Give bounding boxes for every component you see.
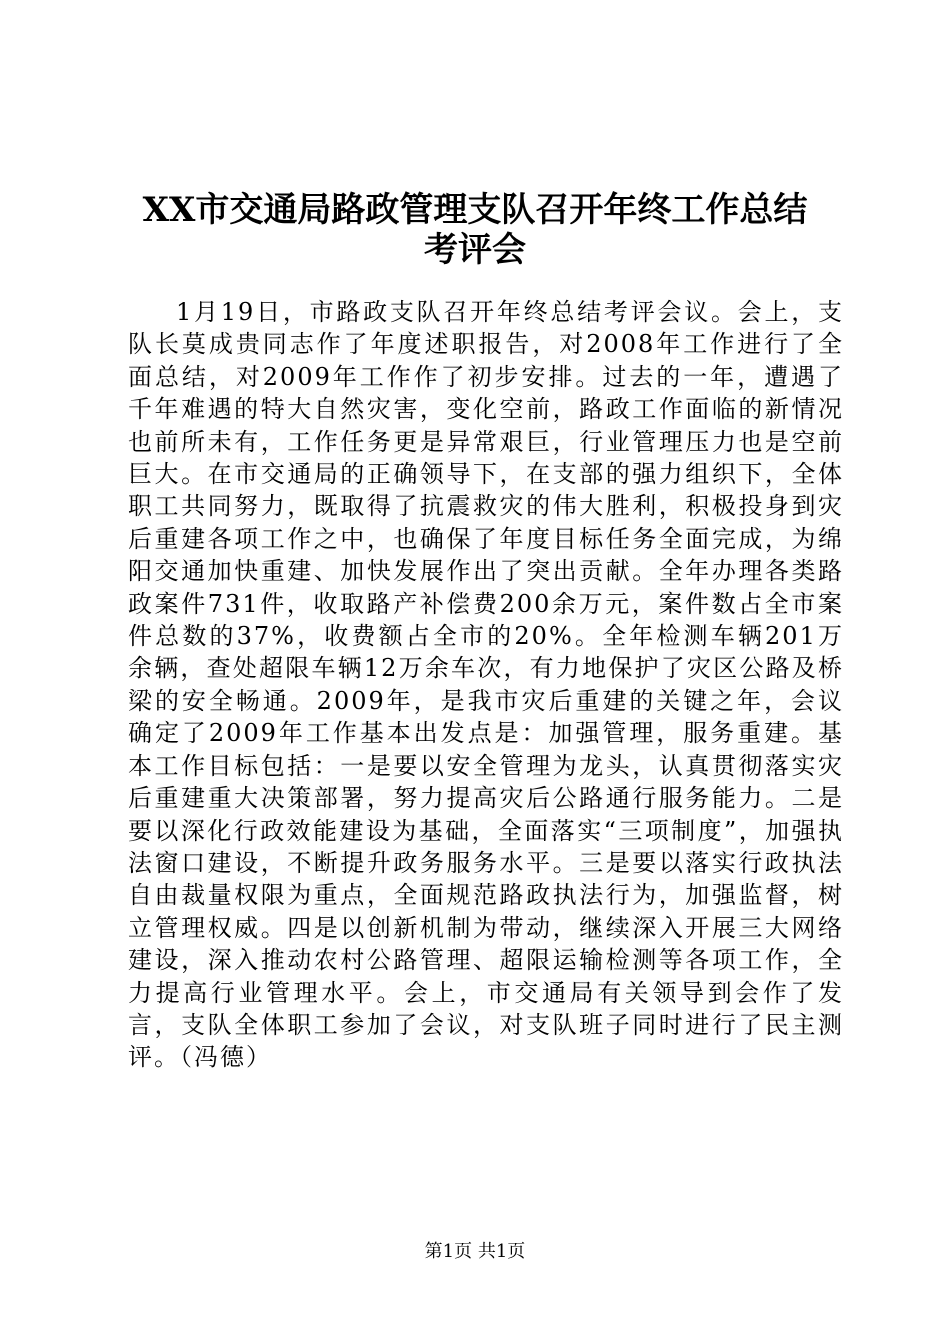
document-title-line1: XX市交通局路政管理支队召开年终工作总结 bbox=[142, 190, 808, 230]
page-number-footer: 第1页 共1页 bbox=[424, 1241, 526, 1262]
document-title-line2: 考评会 bbox=[424, 230, 526, 270]
document-body-paragraph: 1月19日，市路政支队召开年终总结考评会议。会上，支队长莫成贵同志作了年度述职报告，对2008年工作进行了全面总结，对2009年工作作了初步安排。过去的一年，遭遇了千年难遇的特大自然灾害，变化空前，路政工作面临的新情况也前所未有，工作任务更是异常艰巨，行业管理压力也是空前巨大。在市交通局的正确领导下，在支部的强力组织下，全体职工共同努力，既取得了抗震救灾的伟大胜利，积极投身到灾后重建各项工作之中，也确保了年度目标任务全面完成，为绵阳交通加快重建、加快发展作出了突出贡献。全年办理各类路政案件731件，收取路产补偿费200余万元，案件数占全市案件总数的37%，收费额占全市的20%。全年检测车辆201万余辆，查处超限车辆12万余车次，有力地保护了灾区公路及桥梁的安全畅通。2009年，是我市灾后重建的关键之年，会议确定了2009年工作基本出发点是：加强管理，服务重建。基本工作目标包括：一是要以安全管理为龙头，认真贯彻落实灾后重建重大决策部署，努力提高灾后公路通行服务能力。二是要以深化行政效能建设为基础，全面落实“三项制度”，加强执法窗口建设，不断提升政务服务水平。三是要以落实行政执法自由裁量权限为重点，全面规范路政执法行为，加强监督，树立管理权威。四是以创新机制为带动，继续深入开展三大网络建设，深入推动农村公路管理、超限运输检测等各项工作，全力提高行业管理水平。会上，市交通局有关领导到会作了发言，支队全体职工参加了会议，对支队班子同时进行了民主测评。（冯德） bbox=[128, 298, 844, 1072]
